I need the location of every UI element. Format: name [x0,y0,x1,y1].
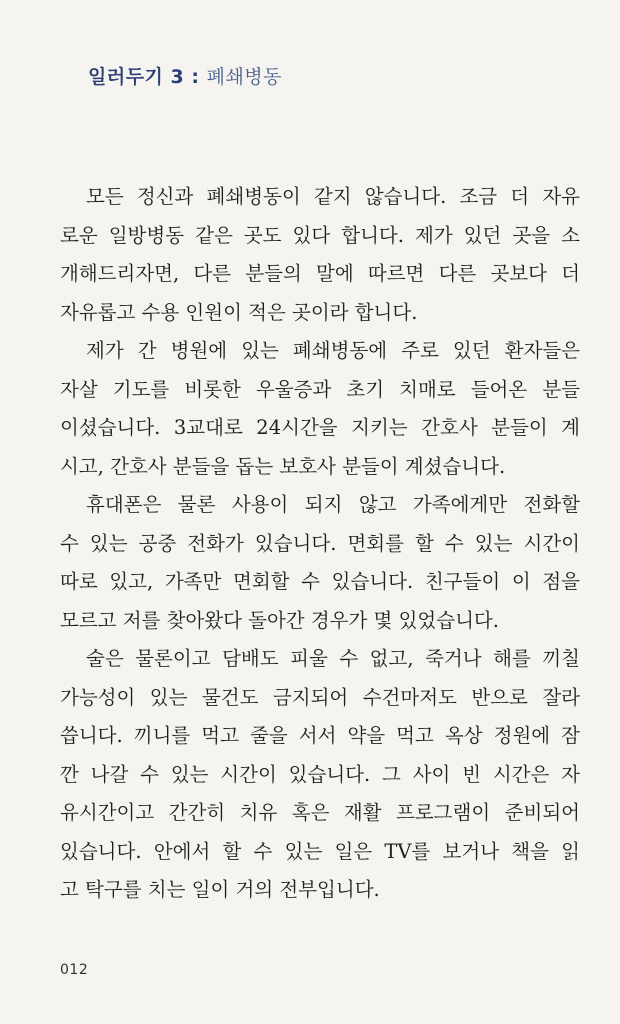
text-line: 이셨습니다. 3교대로 24시간을 지키는 간호사 분들이 계 [60,416,580,439]
text-line: 고 탁구를 치는 일이 거의 전부입니다. [60,878,380,901]
text-line: 깐 나갈 수 있는 시간이 있습니다. 그 사이 빈 시간은 자 [60,762,580,786]
text-line: 따로 있고, 가족만 면회할 수 있습니다. 친구들이 이 점을 [60,570,580,593]
section-topic: 폐쇄병동 [206,66,283,88]
text-line: 자유롭고 수용 인원이 적은 곳이라 합니다. [60,300,418,324]
text-line: 시고, 간호사 분들을 돕는 보호사 분들이 계셨습니다. [60,454,506,478]
page-number: 012 [60,962,89,978]
text-line: 가능성이 있는 물건도 금지되어 수건마저도 반으로 잘라 [60,685,580,709]
section-separator: : [184,66,207,88]
section-header [88,62,282,89]
text-line: 유시간이고 간간히 치유 혹은 재활 프로그램이 준비되어 [60,801,580,824]
text-line: 모든 정신과 폐쇄병동이 같지 않습니다. 조금 더 자유 [86,185,580,208]
text-line: 개해드리자면, 다른 분들의 말에 따르면 다른 곳보다 더 [60,262,580,285]
text-line: 휴대폰은 물론 사용이 되지 않고 가족에게만 전화할 [86,493,580,516]
section-label: 일러두기 3 [88,66,185,88]
text-line: 술은 물론이고 담배도 피울 수 없고, 죽거나 해를 끼칠 [86,647,580,670]
text-line: 수 있는 공중 전화가 있습니다. 면회를 할 수 있는 시간이 [60,531,580,555]
text-line: 자살 기도를 비롯한 우울증과 초기 치매로 들어온 분들 [60,377,580,401]
text-line: 제가 간 병원에 있는 폐쇄병동에 주로 있던 환자들은 [86,339,580,362]
body-text [60,178,580,910]
text-line: 로운 일방병동 같은 곳도 있다 합니다. 제가 있던 곳을 소 [60,223,580,247]
text-line: 있습니다. 안에서 할 수 있는 일은 TV를 보거나 책을 읽 [60,839,580,863]
text-line: 모르고 저를 찾아왔다 돌아간 경우가 몇 있었습니다. [60,608,499,632]
text-line: 씁니다. 끼니를 먹고 줄을 서서 약을 먹고 옥상 정원에 잠 [60,724,580,747]
